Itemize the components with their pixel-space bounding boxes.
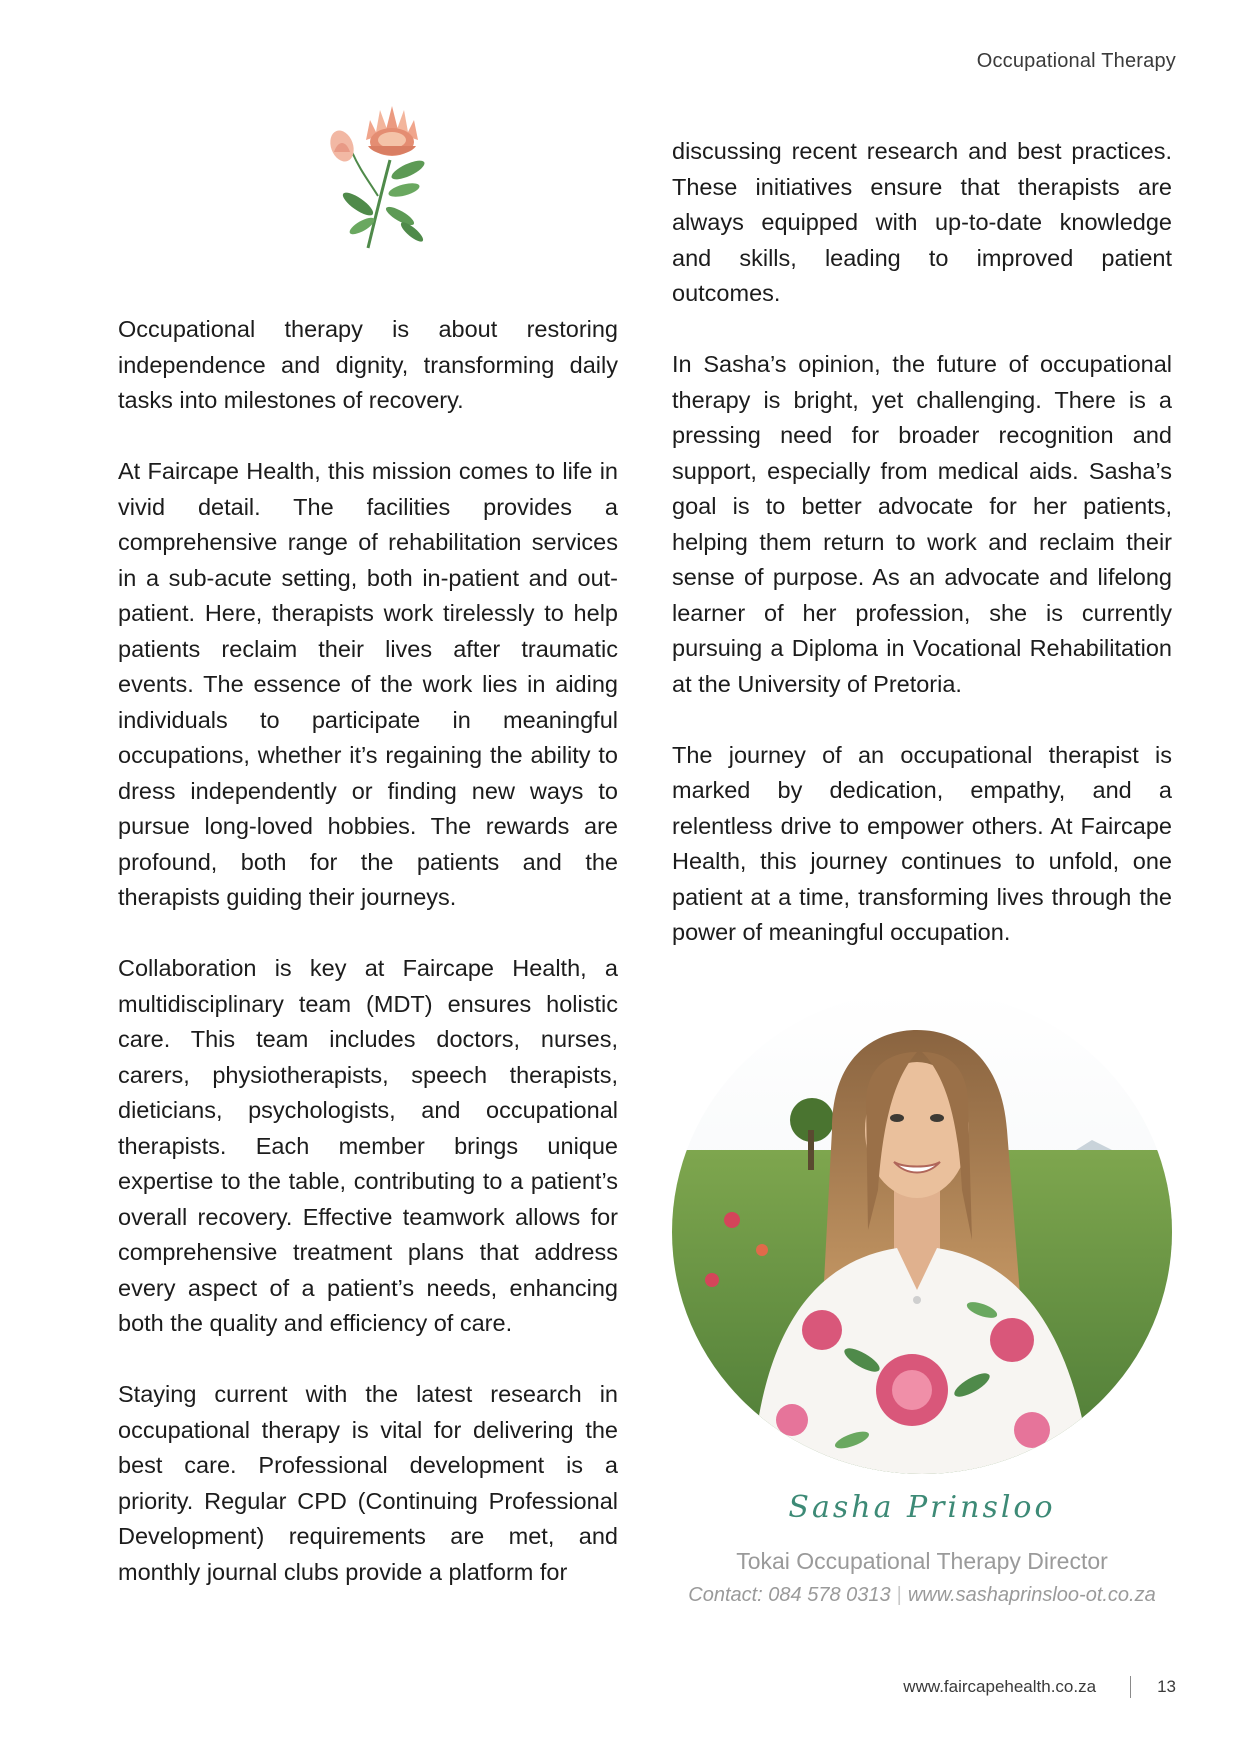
right-column	[672, 134, 1172, 986]
protea-flower-icon	[312, 100, 462, 250]
paragraph: Staying current with the latest research in occupational therapy is vital for delivering the best care. Professional development is a priority. Regular CPD (Continuing Professional Development) requirements are met, and monthly journal clubs provide a platform for	[118, 1381, 618, 1585]
paragraph: In Sasha’s opinion, the future of occupational therapy is bright, yet challenging. There is a pressing need for broader recognition and support, especially from medical aids. Sasha’s goal is to better advocate for her patients, helping them return to work and reclaim their sense of purpose. As an advocate and lifelong learner of her profession, she is currently pursuing a Diploma in Vocational Rehabilitation at the University of Pretoria.	[672, 351, 1172, 697]
footer-divider	[1130, 1676, 1131, 1698]
left-column	[118, 312, 618, 1626]
paragraph: discussing recent research and best practices. These initiatives ensure that therapists are always equipped with up-to-date knowledge and skills, leading to improved patient outcomes.	[672, 138, 1172, 306]
contact-website-link[interactable]: www.sashaprinsloo-ot.co.za	[907, 1584, 1156, 1606]
paragraph: At Faircape Health, this mission comes to life in vivid detail. The facilities provides a comprehensive range of rehabilitation services in a sub-acute setting, both in-patient and out-patient. Here, therapists work tirelessly to help patients reclaim their lives after traumatic events. The essence of the work lies in aiding individuals to participate in meaningful occupations, whether it’s regaining the ability to dress independently or finding new ways to pursue long-loved hobbies. The rewards are profound, both for the patients and the therapists guiding their journeys.	[118, 458, 618, 910]
contact-line	[672, 1584, 1172, 1607]
portrait-photo	[672, 990, 1172, 1475]
profile-title: Tokai Occupational Therapy Director	[736, 1548, 1108, 1574]
page-number: 13	[1157, 1677, 1176, 1696]
contact-separator: |	[896, 1584, 902, 1606]
signature: Sasha Prinsloo	[788, 1490, 1056, 1525]
paragraph: Collaboration is key at Faircape Health, a multidisciplinary team (MDT) ensures holistic care. This team includes doctors, nurses, carers, physiotherapists, speech therapists, dieticians, psychologists, and occupational therapists. Each member brings unique expertise to the table, contributing to a patient’s overall recovery. Effective teamwork allows for comprehensive treatment plans that address every aspect of a patient’s needs, enhancing both the quality and efficiency of care.	[118, 955, 618, 1336]
paragraph: The journey of an occupational therapist is marked by dedication, empathy, and a relentless drive to empower others. At Faircape Health, this journey continues to unfold, one patient at a time, transforming lives through the power of meaningful occupation.	[672, 741, 1172, 945]
footer-website-link[interactable]: www.faircapehealth.co.za	[903, 1677, 1097, 1696]
page-footer	[903, 1676, 1176, 1698]
section-title: Occupational Therapy	[976, 50, 1176, 72]
contact-phone: Contact: 084 578 0313	[688, 1584, 891, 1606]
paragraph: Occupational therapy is about restoring independence and dignity, transforming daily tasks into milestones of recovery.	[118, 316, 618, 413]
